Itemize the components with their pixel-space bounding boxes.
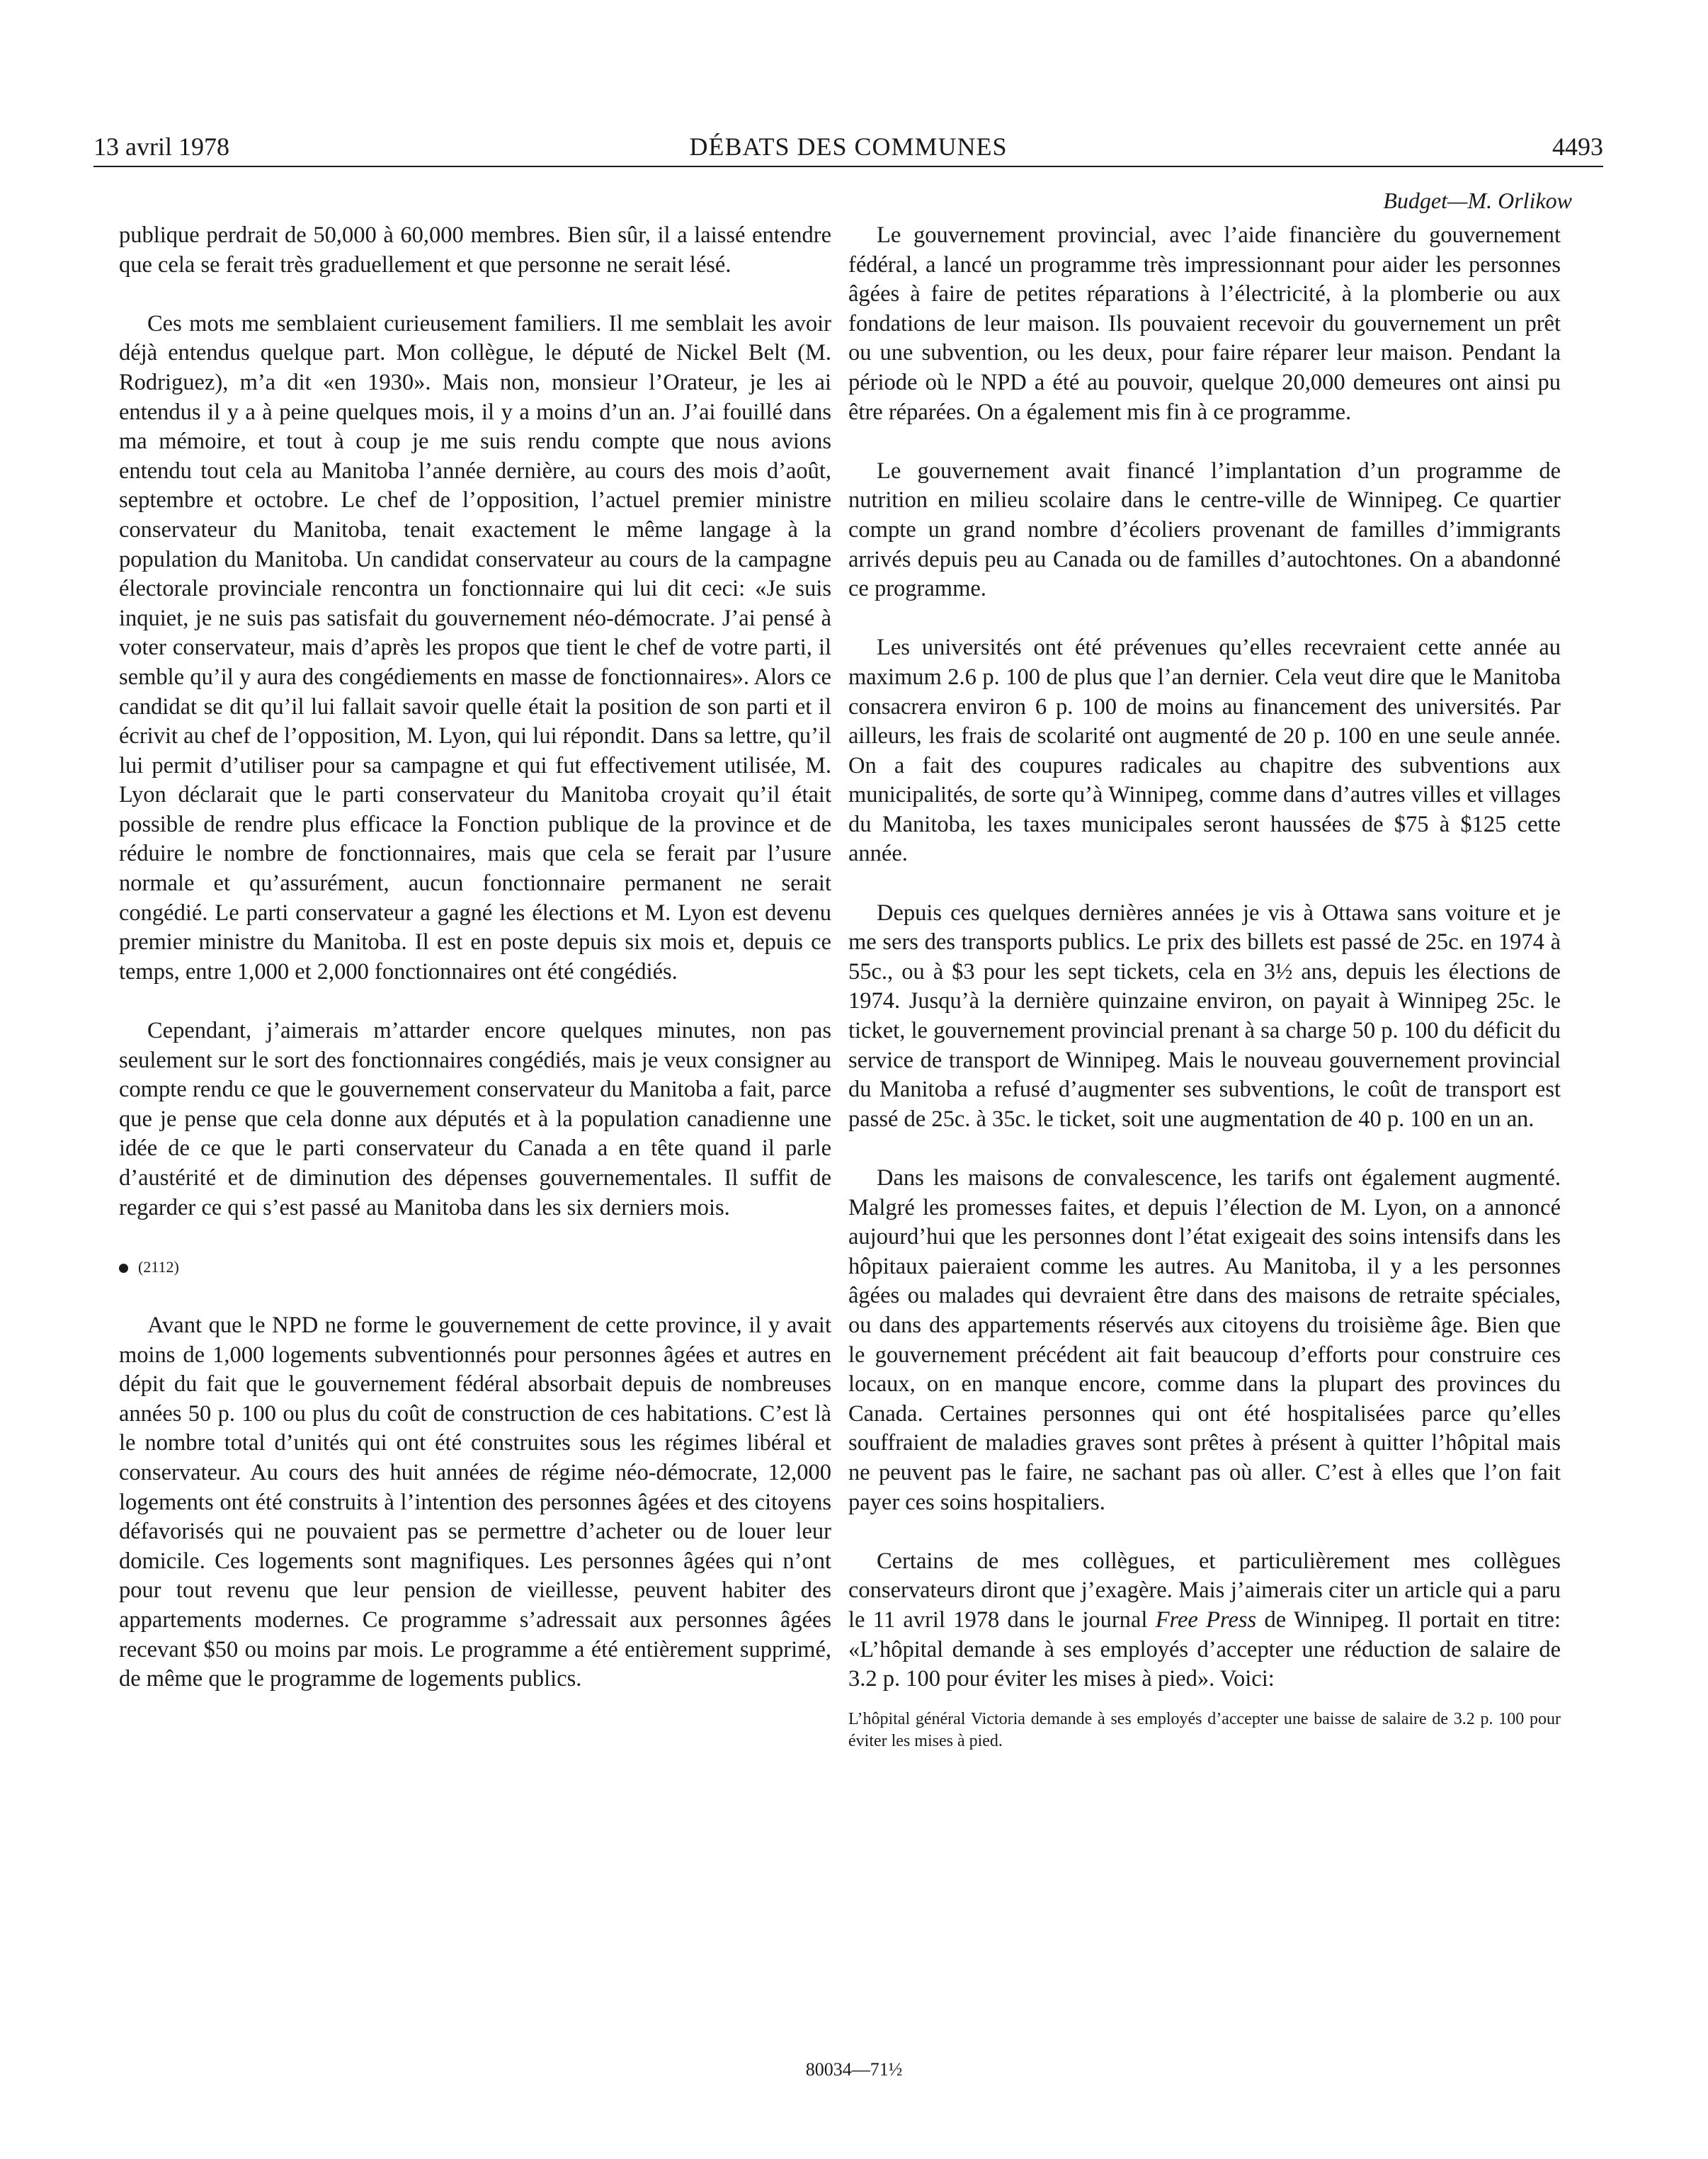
right-paragraph-2: Le gouvernement avait financé l’implantation d’un programme de nutrition en milieu scolaire dans le centre-ville de Winnipeg. Ce quartier compte un grand nombre d’écoliers provenant de familles d’immigrants arrivés depuis peu au Canada ou de familles d’autochtones. On a abandonné ce programme. xyxy=(848,458,1561,602)
newspaper-title: Free Press xyxy=(1155,1606,1257,1633)
time-marker xyxy=(119,1252,831,1282)
block-quote: L’hôpital général Victoria demande à ses employés d’accepter une baisse de salaire de 3.2 p. 100 pour éviter les mises à pied. xyxy=(848,1709,1561,1750)
left-paragraph-1: publique perdrait de 50,000 à 60,000 membres. Bien sûr, il a laissé entendre que cela se ferait très graduellement et que personne ne serait lésé. xyxy=(119,222,831,278)
left-paragraph-4: Avant que le NPD ne forme le gouvernement de cette province, il y avait moins de 1,000 logements subventionnés pour personnes âgées et autres en dépit du fait que le gouvernement fédéral absorbait depuis de nombreuses années 50 p. 100 ou plus du coût de construction de ces habitations. C’est là le nombre total d’unités qui ont été construites sous les régimes libéral et conservateur. Au cours des huit années de régime néo-démocrate, 12,000 logements ont été construits à l’intention des personnes âgées et des citoyens défavorisés qui ne pouvaient pas se permettre d’acheter ou de louer leur domicile. Ces logements sont magnifiques. Les personnes âgées qui n’ont pour tout revenu que leur pension de vieillesse, peuvent habiter des appartements modernes. Ce programme s’adressait aux personnes âgées recevant $50 ou moins par mois. Le programme a été entièrement supprimé, de même que le programme de logements publics. xyxy=(119,1312,831,1692)
time-marker-text: (2112) xyxy=(138,1257,179,1276)
header-date: 13 avril 1978 xyxy=(93,132,229,161)
page-number: 4493 xyxy=(1552,132,1603,161)
right-paragraph-6 xyxy=(848,1547,1561,1694)
page-header xyxy=(93,129,1603,164)
right-paragraph-3: Les universités ont été prévenues qu’elles recevraient cette année au maximum 2.6 p. 100 de plus que l’an dernier. Cela veut dire que le Manitoba consacrera environ 6 p. 100 de moins au financement des universités. Par ailleurs, les frais de scolarité ont augmenté de 20 p. 100 en une seule année. On a fait des coupures radicales au chapitre des subventions aux municipalités, de sorte qu’à Winnipeg, comme dans d’autres villes et villages du Manitoba, les taxes municipales seront haussées de $75 à $125 cette année. xyxy=(848,635,1561,867)
right-paragraph-1: Le gouvernement provincial, avec l’aide financière du gouvernement fédéral, a lancé un programme très impressionnant pour aider les personnes âgées à faire de petites réparations à l’électricité, à la plomberie ou aux fondations de leur maison. Ils pouvaient recevoir du gouvernement un prêt ou une subvention, ou les deux, pour faire réparer leur maison. Pendant la période où le NPD a été au pouvoir, quelque 20,000 demeures ont ainsi pu être réparées. On a également mis fin à ce programme. xyxy=(848,222,1561,425)
right-paragraph-5: Dans les maisons de convalescence, les tarifs ont également augmenté. Malgré les promesses faites, et depuis l’élection de M. Lyon, on a annoncé aujourd’hui que les personnes dont l’état exigeait des soins intensifs dans les hôpitaux paieraient comme les autres. Au Manitoba, il y a les personnes âgées ou malades qui devraient être dans des maisons de retraite spéciales, ou dans des appartements réservés aux citoyens du troisième âge. Bien que le gouvernement précédent ait fait beaucoup d’efforts pour construire ces locaux, on en manque encore, comme dans la plupart des provinces du Canada. Certaines personnes qui ont été hospitalisées parce qu’elles souffraient de maladies graves sont prêtes à présent à quitter l’hôpital mais ne peuvent pas le faire, ne sachant pas où aller. C’est à elles que l’on fait payer ces soins hospitaliers. xyxy=(848,1165,1561,1515)
page-footer: 80034—71½ xyxy=(805,2059,903,2080)
right-paragraph-4: Depuis ces quelques dernières années je vis à Ottawa sans voiture et je me sers des transports publics. Le prix des billets est passé de 25c. en 1974 à 55c., ou à $3 pour les sept tickets, cela en 3½ ans, depuis les élections de 1974. Jusqu’à la dernière quinzaine environ, on payait à Winnipeg 25c. le ticket, le gouvernement provincial prenant à sa charge 50 p. 100 du déficit du service de transport de Winnipeg. Mais le nouveau gouvernement provincial du Manitoba a refusé d’augmenter ses subventions, le coût de transport est passé de 25c. à 35c. le ticket, soit une augmentation de 40 p. 100 en un an. xyxy=(848,900,1561,1132)
left-paragraph-3: Cependant, j’aimerais m’attarder encore quelques minutes, non pas seulement sur le sort des fonctionnaires congédiés, mais je veux consigner au compte rendu ce que le gouvernement conservateur du Manitoba a fait, parce que je pense que cela donne aux députés et à la population canadienne une idée de ce que le parti conservateur du Canada a en tête quand il parle d’austérité et de diminution des dépenses gouvernementales. Il suffit de regarder ce qui s’est passé au Manitoba dans les six derniers mois. xyxy=(119,1018,831,1220)
running-head: Budget—M. Orlikow xyxy=(1383,188,1572,213)
right-column xyxy=(848,221,1561,1752)
paragraph-6-text-after: de Winnipeg. Il portait en titre: «L’hôpital demande à ses employés d’accepter une réduction de salaire de 3.2 p. 100 pour éviter les mises à pied». Voici: xyxy=(848,1606,1561,1692)
left-paragraph-2: Ces mots me semblaient curieusement familiers. Il me semblait les avoir déjà entendus quelque part. Mon collègue, le député de Nickel Belt (M. Rodriguez), m’a dit «en 1930». Mais non, monsieur l’Orateur, je les ai entendus il y a à peine quelques mois, il y a moins d’un an. J’ai fouillé dans ma mémoire, et tout à coup je me suis rendu compte que nous avions entendu tout cela au Manitoba l’année dernière, au cours des mois d’août, septembre et octobre. Le chef de l’opposition, l’actuel premier ministre conservateur du Manitoba, tenait exactement le même langage à la population du Manitoba. Un candidat conservateur au cours de la campagne électorale provinciale rencontra un fonctionnaire qui lui dit ceci: «Je suis inquiet, je ne suis pas satisfait du gouvernement néo-démocrate. J’ai pensé à voter conservateur, mais d’après les propos que tient le chef de votre parti, il semble qu’il y aura des congédiements en masse de fonctionnaires». Alors ce candidat se dit qu’il lui fallait savoir quelle était la position de son parti et il écrivit au chef de l’opposition, M. Lyon, qui lui répondit. Dans sa lettre, qu’il lui permit d’utiliser pour sa campagne et qui fut effectivement utilisée, M. Lyon déclarait que le parti conservateur du Manitoba croyait qu’il était possible de rendre plus efficace la Fonction publique de la province et de réduire le nombre de fonctionnaires, mais que cela se ferait par l’usure normale et qu’assurément, aucun fonctionnaire permanent ne serait congédié. Le parti conservateur a gagné les élections et M. Lyon est devenu premier ministre du Manitoba. Il est en poste depuis six mois et, depuis ce temps, entre 1,000 et 2,000 fonctionnaires ont été congédiés. xyxy=(119,310,831,985)
paragraph-6-text-before: Certains de mes collègues, et particulièrement mes collègues conservateurs diront que j’exagère. Mais j’aimerais citer un article qui a paru le 11 avril 1978 dans le journal xyxy=(848,1548,1561,1633)
bullet-icon xyxy=(119,1264,128,1273)
header-rule xyxy=(93,166,1603,167)
header-title: DÉBATS DES COMMUNES xyxy=(689,132,1008,161)
left-column xyxy=(119,221,831,1694)
